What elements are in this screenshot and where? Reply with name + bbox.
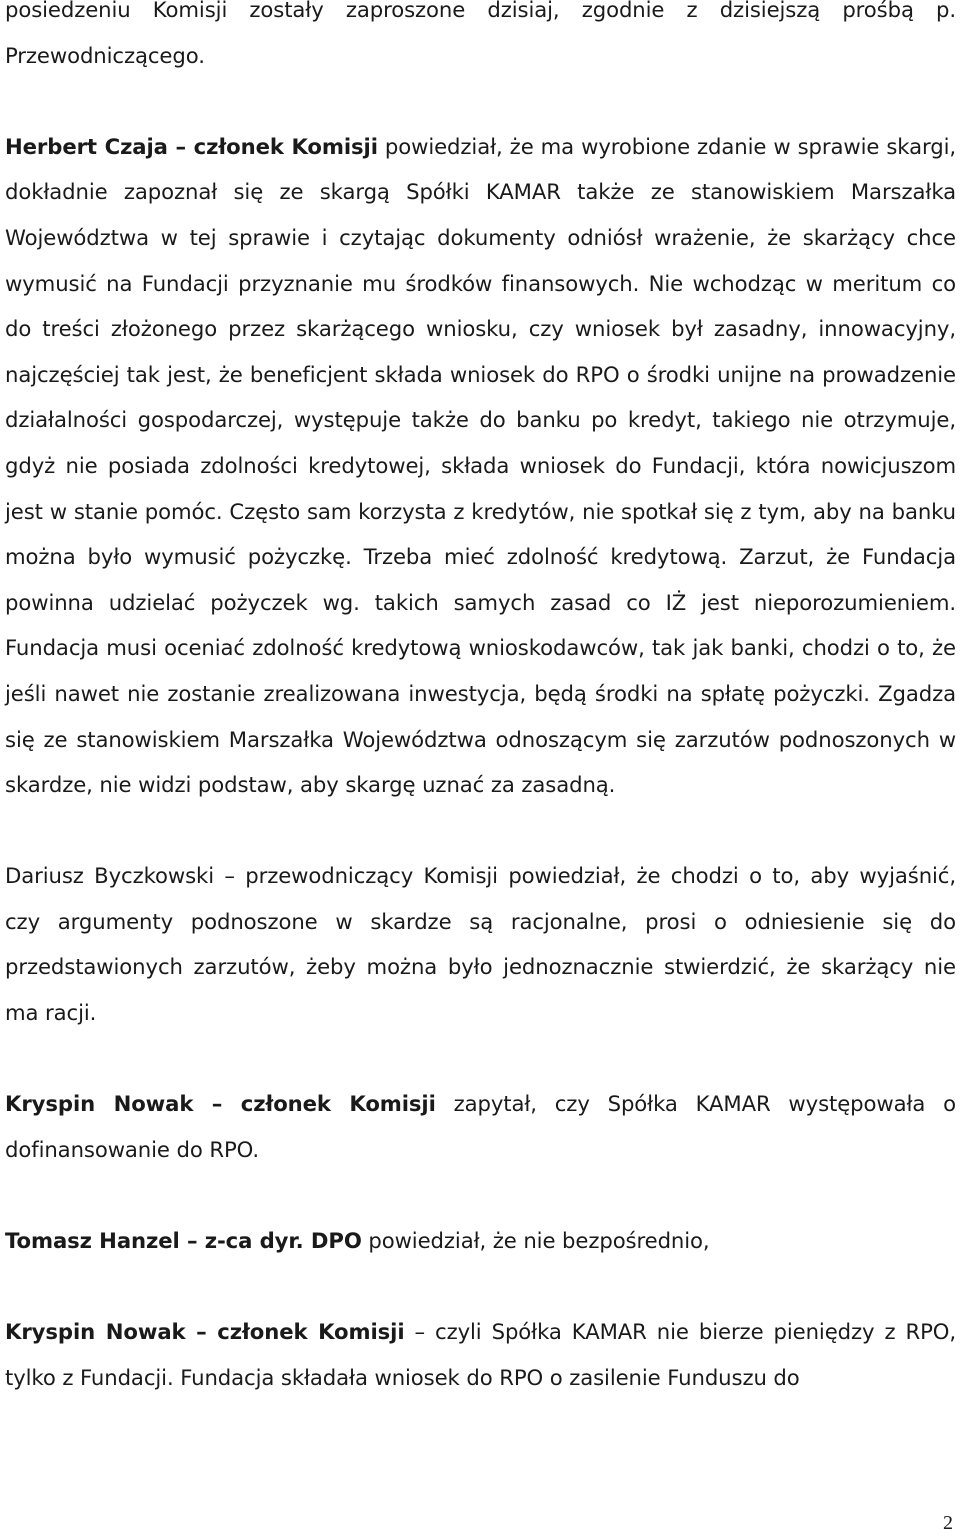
- speaker-herbert-czaja: Herbert Czaja – członek Komisji: [5, 133, 378, 159]
- paragraph-3-text: Dariusz Byczkowski – przewodniczący Komisji powiedział, że chodzi o to, aby wyjaśnić, czy argumenty podnoszone w skardze są racjonalne, prosi o odniesienie się do przedstawionych zarzutów, żeby można było jednoznacznie stwierdzić, że skarżący nie ma racji.: [5, 863, 956, 1026]
- document-page: [5, 0, 956, 1400]
- paragraph-5-text: powiedział, że nie bezpośrednio,: [361, 1228, 710, 1254]
- paragraph-5: [5, 1218, 956, 1264]
- paragraph-4-text: zapytał, czy Spółka KAMAR występowała o dofinansowanie do RPO.: [5, 1091, 957, 1162]
- paragraph-1: [5, 0, 956, 78]
- paragraph-3: [5, 853, 956, 1035]
- paragraph-4: [5, 1081, 956, 1172]
- paragraph-6-text: – czyli Spółka KAMAR nie bierze pieniędzy z RPO, tylko z Fundacji. Fundacja składała wniosek do RPO o zasilenie Funduszu do: [5, 1319, 957, 1390]
- paragraph-2: [5, 124, 956, 808]
- speaker-tomasz-hanzel: Tomasz Hanzel – z-ca dyr. DPO: [5, 1228, 362, 1254]
- page-number: 2: [943, 1512, 953, 1534]
- paragraph-2-text: powiedział, że ma wyrobione zdanie w sprawie skargi, dokładnie zapoznał się ze skargą Spółki KAMAR także ze stanowiskiem Marszałka Województwa w tej sprawie i czytając dokumenty odniósł wrażenie, że skarżący chce wymusić na Fundacji przyznanie mu środków finansowych. Nie wchodząc w meritum co do treści złożonego przez skarżącego wniosku, czy wniosek był zasadny, innowacyjny, najczęściej tak jest, że beneficjent składa wniosek do RPO o środki unijne na prowadzenie działalności gospodarczej, występuje także do banku po kredyt, takiego nie otrzymuje, gdyż nie posiada zdolności kredytowej, składa wniosek do Fundacji, która nowicjuszom jest w stanie pomóc. Często sam korzysta z kredytów, nie spotkał się z tym, aby na banku można było wymusić pożyczkę. Trzeba mieć zdolność kredytową. Zarzut, że Fundacja powinna udzielać pożyczek wg. takich samych zasad co IŻ jest nieporozumieniem. Fundacja musi oceniać zdolność kredytową wnioskodawców, tak jak banki, chodzi o to, że jeśli nawet nie zostanie zrealizowana inwestycja, będą środki na spłatę pożyczki. Zgadza się ze stanowiskiem Marszałka Województwa odnoszącym się zarzutów podnoszonych w skardze, nie widzi podstaw, aby skargę uznać za zasadną.: [5, 133, 956, 798]
- speaker-kryspin-nowak-2: Kryspin Nowak – członek Komisji: [5, 1319, 405, 1345]
- paragraph-1-text: posiedzeniu Komisji zostały zaproszone dzisiaj, zgodnie z dzisiejszą prośbą p. Przewodniczącego.: [5, 0, 956, 68]
- speaker-kryspin-nowak: Kryspin Nowak – członek Komisji: [5, 1091, 436, 1117]
- paragraph-6: [5, 1309, 956, 1400]
